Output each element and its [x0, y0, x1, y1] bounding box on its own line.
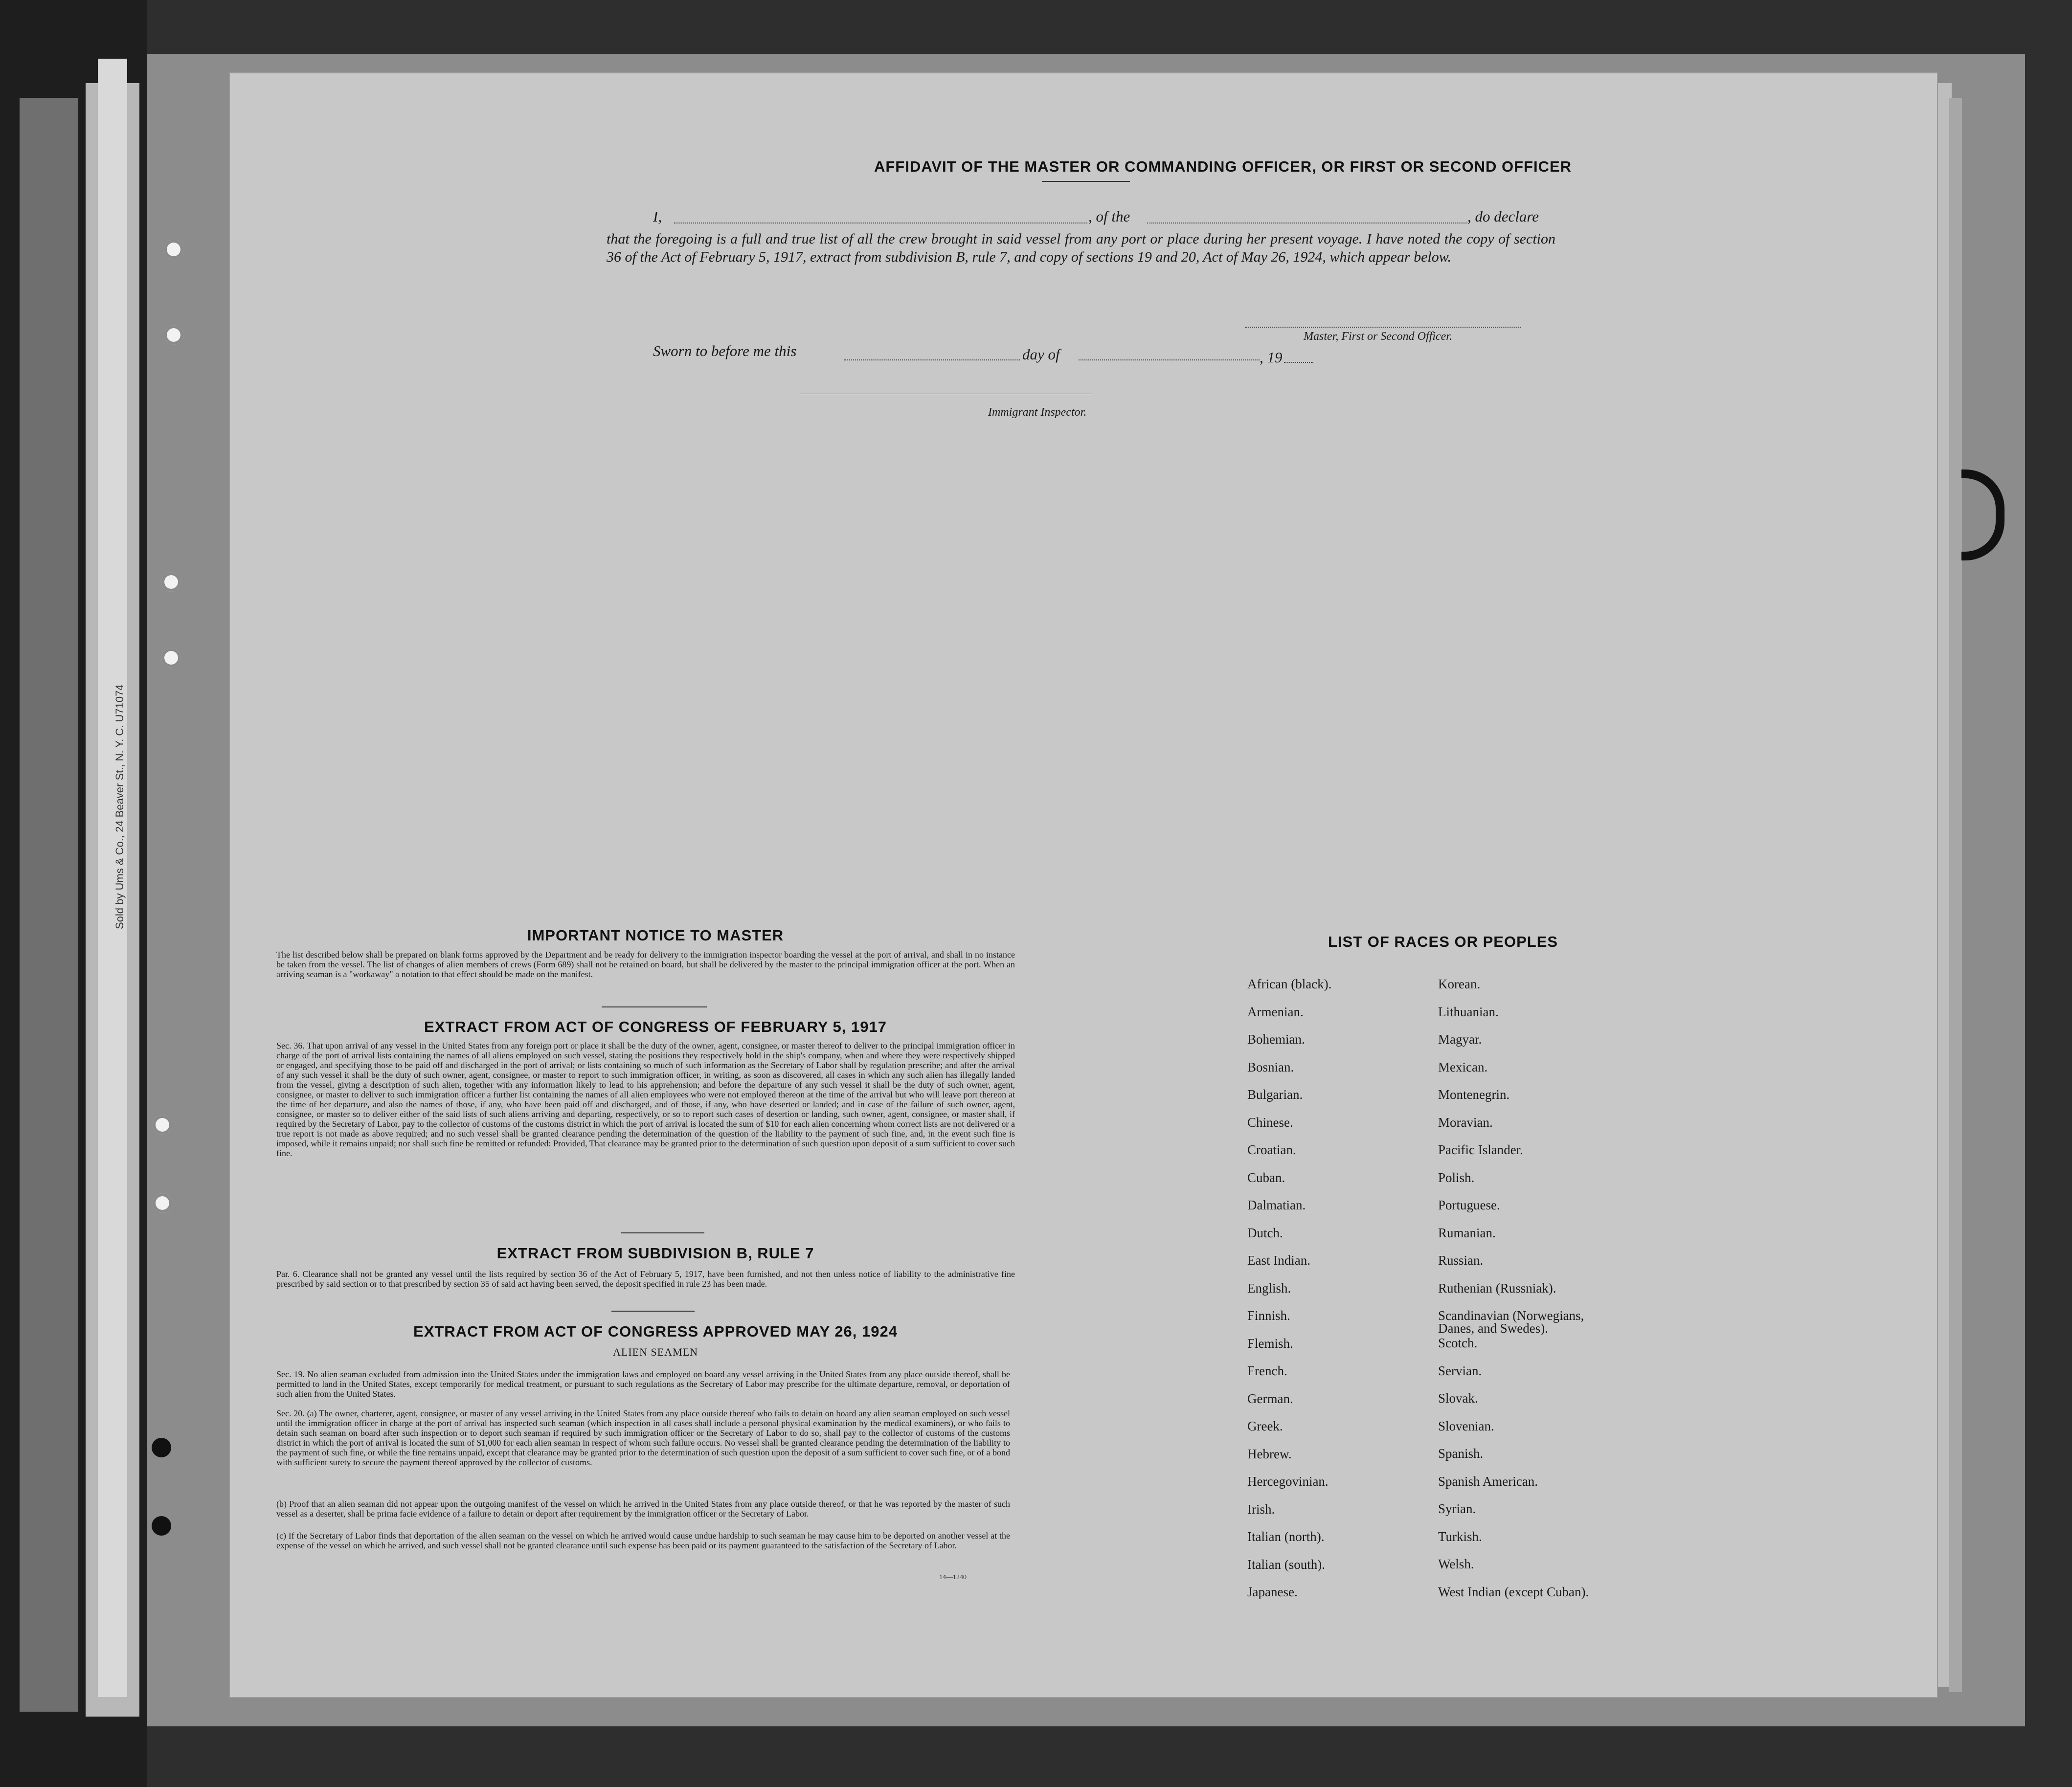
- race-item: West Indian (except Cuban).: [1438, 1585, 1589, 1599]
- punch-hole: [161, 648, 181, 668]
- affidavit-body: that the foregoing is a full and true list of all the crew brought in said vessel from any port or place during her present voyage. I have noted the copy of section 36 of the Act of February 5, 1917, extract from subdivision B, rule 7, and copy of sections 19 and 20, Act of May 26, 1924, which appear below.: [607, 231, 1555, 265]
- race-item: Italian (south).: [1247, 1557, 1325, 1572]
- race-item: Dalmatian.: [1247, 1198, 1306, 1212]
- race-item: Russian.: [1438, 1253, 1484, 1268]
- race-item: Bulgarian.: [1247, 1087, 1303, 1102]
- race-item: Rumanian.: [1438, 1226, 1496, 1240]
- race-item: Spanish.: [1438, 1446, 1484, 1461]
- race-item: Turkish.: [1438, 1529, 1482, 1544]
- rule7-body: Par. 6. Clearance shall not be granted any vessel until the lists required by section 36 of the Act of February 5, 1917, have been furnished, and not then unless notice of liability to the administrative fine prescribed by said section or to that prescribed by section 35 of said act having been served, the deposit specified in rule 23 has been made.: [276, 1269, 1015, 1289]
- sec20c-text: (c) If the Secretary of Labor finds that deportation of the alien seaman on the vessel on which he arrived would cause undue hardship to such seaman he may cause him to be deported on another vessel at the expense of the vessel on which he arrived, and such vessel shall not be granted clearance until such expense has been paid or its payment guaranteed to the satisfaction of the Secretary of Labor.: [276, 1531, 1010, 1550]
- punch-hole: [164, 325, 183, 345]
- punch-hole: [153, 1193, 172, 1213]
- day-blank[interactable]: [844, 359, 1020, 360]
- sec19-text: Sec. 19. No alien seaman excluded from admission into the United States under the immigration laws and employed on board any vessel arriving in the United States from any place outside thereof, shall be permitted to land in the United States, except temporarily for medical treatment, or pursuant to such regulations as the Secretary of Labor may prescribe for the ultimate departure, removal, or deportation of such alien from the United States.: [276, 1369, 1010, 1399]
- race-item: Chinese.: [1247, 1115, 1293, 1130]
- spine-imprint: Sold by Ums & Co., 24 Beaver St., N. Y. C. U71074: [113, 684, 126, 929]
- race-item: Flemish.: [1247, 1336, 1293, 1351]
- race-item: Scotch.: [1438, 1336, 1478, 1350]
- race-item: Korean.: [1438, 977, 1481, 991]
- race-item: African (black).: [1247, 977, 1332, 991]
- race-item: German.: [1247, 1391, 1293, 1406]
- race-item: Portuguese.: [1438, 1198, 1500, 1212]
- notice-title: IMPORTANT NOTICE TO MASTER: [527, 927, 784, 944]
- race-item: Moravian.: [1438, 1115, 1493, 1130]
- race-item: Danes, and Swedes).: [1438, 1321, 1548, 1336]
- extract-1924-title: EXTRACT FROM ACT OF CONGRESS APPROVED MAY 26, 1924: [413, 1323, 898, 1340]
- race-item: Spanish American.: [1438, 1474, 1538, 1489]
- race-item: Bosnian.: [1247, 1060, 1294, 1074]
- race-item: Hebrew.: [1247, 1447, 1292, 1461]
- affidavit-of-the-label: , of the: [1088, 208, 1130, 225]
- notice-body: The list described below shall be prepared on blank forms approved by the Department and be ready for delivery to the immigration inspector boarding the vessel at the port of arrival, and shall in no instance be taken from the vessel. The list of changes of alien members of crews (Form 689) shall not be retained on board, but shall be delivered by the master to the principal immigration officer at the port. When an arriving seaman is a "workaway" a notation to that effect should be made on the manifest.: [276, 950, 1015, 979]
- extract-1917-body: Sec. 36. That upon arrival of any vessel in the United States from any foreign port or place it shall be the duty of the owner, agent, consignee, or master thereof to deliver to the principal immigration officer in charge of the port of arrival lists containing the names of all aliens employed on such vessel, stating the positions they respectively hold in the ship's company, when and where they were respectively shipped or engaged, and specifying those to be paid off and discharged in the port of arrival; or lists containing so much of such information as the Secretary of Labor shall by regulation prescribe; and after the arrival of any such vessel it shall be the duty of such owner, agent, consignee, or master to report to such immigration officer, in writing, as soon as discovered, all cases in which any such alien has illegally landed from the vessel, giving a description of such alien, together with any information likely to lead to his apprehension; and before the departure of any such vessel it shall be the duty of such owner, agent, consignee, or master to deliver to such immigration officer a further list containing the names of all alien employees who were not employed thereon at the time of the arrival but who will leave port thereon at the time of her departure, and also the names of those, if any, who have been paid off and discharged, and of those, if any, who have deserted or landed; and in case of the failure of such owner, agent, consignee, or master so to deliver either of the said lists of such aliens arriving and departing, respectively, or so to report such cases of desertion or landing, such owner, agent, consignee, or master shall, if required by the Secretary of Labor, pay to the collector of customs of the customs district in which the port of arrival is located the sum of $10 for each alien concerning whom correct lists are not delivered or a true report is not made as above required; and no such vessel shall be granted clearance pending the determination of the question of the liability to the payment of such fine, and, in the event such fine is imposed, while it remains unpaid; nor shall such fine be remitted or refunded: Provided, That clearance may be granted prior to the determination of such question upon deposit of a sum sufficient to cover such fine.: [276, 1041, 1015, 1158]
- affidavit-title: AFFIDAVIT OF THE MASTER OR COMMANDING OFFICER, OR FIRST OR SECOND OFFICER: [874, 158, 1572, 175]
- race-item: Mexican.: [1438, 1060, 1488, 1074]
- race-item: Italian (north).: [1247, 1529, 1325, 1544]
- sec20a-text: Sec. 20. (a) The owner, charterer, agent, consignee, or master of any vessel arriving in the United States from any place outside thereof who fails to detain on board any alien seaman employed on such vessel until the immigration officer in charge at the port of arrival has inspected such seaman (which inspection in all cases shall include a personal physical examination by the medical examiners), or who fails to detain such seaman on board after such inspection or to deport such seaman if required by such immigration officer or the Secretary of Labor to do so, shall pay to the collector of customs of the customs district in which the port of arrival is located the sum of $1,000 for each alien seaman in respect of whom such failure occurs. No vessel shall be granted clearance pending the determination of the liability to the payment of such fine, or while the fine remains unpaid, except that clearance may be granted prior to the determination of such question upon the deposit of a sum sufficient to cover such fine, or of a bond with sufficient surety to secure the payment thereof approved by the collector of customs.: [276, 1408, 1010, 1467]
- races-title: LIST OF RACES OR PEOPLES: [1328, 933, 1558, 950]
- inspector-label: Immigrant Inspector.: [988, 406, 1087, 419]
- race-item: Syrian.: [1438, 1501, 1476, 1516]
- extract-1924-subtitle: ALIEN SEAMEN: [613, 1346, 698, 1358]
- punch-hole: [152, 1516, 171, 1536]
- race-item: Armenian.: [1247, 1005, 1304, 1019]
- extract-1917-title: EXTRACT FROM ACT OF CONGRESS OF FEBRUARY 5, 1917: [424, 1018, 887, 1035]
- race-item: Montenegrin.: [1438, 1087, 1510, 1102]
- sworn-prefix: Sworn to before me this: [653, 342, 797, 359]
- affidavit-do-declare: , do declare: [1467, 208, 1539, 225]
- form-number: 14—1240: [939, 1574, 967, 1581]
- race-item: Welsh.: [1438, 1557, 1474, 1571]
- punch-hole: [161, 572, 181, 592]
- punch-hole: [164, 240, 183, 259]
- race-item: Pacific Islander.: [1438, 1142, 1523, 1157]
- race-item: Slovak.: [1438, 1391, 1478, 1406]
- divider: [1042, 181, 1130, 182]
- race-item: Dutch.: [1247, 1226, 1283, 1240]
- race-item: Servian.: [1438, 1363, 1482, 1378]
- race-item: French.: [1247, 1363, 1287, 1378]
- race-item: Finnish.: [1247, 1308, 1290, 1323]
- race-item: Hercegovinian.: [1247, 1474, 1329, 1489]
- race-item: Magyar.: [1438, 1032, 1482, 1047]
- race-item: Lithuanian.: [1438, 1005, 1499, 1019]
- sec20b-text: (b) Proof that an alien seaman did not appear upon the outgoing manifest of the vessel on which he arrived in the United States from any place outside thereof, or that he was reported by the master of such vessel as a deserter, shall be prima facie evidence of a failure to detain or deport after requirement by the immigration officer or the Secretary of Labor.: [276, 1499, 1010, 1519]
- race-item: Greek.: [1247, 1419, 1283, 1433]
- month-blank[interactable]: [1079, 359, 1260, 360]
- day-of-label: day of: [1022, 346, 1060, 363]
- race-item: Bohemian.: [1247, 1032, 1305, 1047]
- rule7-title: EXTRACT FROM SUBDIVISION B, RULE 7: [496, 1245, 814, 1262]
- affidavit-i-label: I,: [653, 208, 662, 225]
- race-item: Irish.: [1247, 1502, 1275, 1517]
- signature-label: Master, First or Second Officer.: [1304, 330, 1452, 343]
- signature-blank[interactable]: [1245, 327, 1521, 328]
- binder-strip: [20, 98, 78, 1712]
- race-item: English.: [1247, 1281, 1291, 1296]
- race-item: Croatian.: [1247, 1142, 1296, 1157]
- divider: [621, 1232, 704, 1233]
- punch-hole: [152, 1438, 171, 1457]
- race-item: Slovenian.: [1438, 1419, 1494, 1433]
- race-item: Scandinavian (Norwegians,: [1438, 1308, 1584, 1323]
- punch-hole: [153, 1115, 172, 1135]
- divider: [602, 1006, 707, 1007]
- year-prefix: , 19: [1260, 349, 1283, 366]
- year-blank[interactable]: [1284, 362, 1313, 363]
- race-item: East Indian.: [1247, 1253, 1310, 1268]
- page-edge: [1949, 98, 1962, 1692]
- divider: [611, 1311, 695, 1312]
- race-item: Japanese.: [1247, 1585, 1298, 1599]
- race-item: Cuban.: [1247, 1170, 1285, 1185]
- race-item: Ruthenian (Russniak).: [1438, 1281, 1556, 1296]
- race-item: Polish.: [1438, 1170, 1475, 1185]
